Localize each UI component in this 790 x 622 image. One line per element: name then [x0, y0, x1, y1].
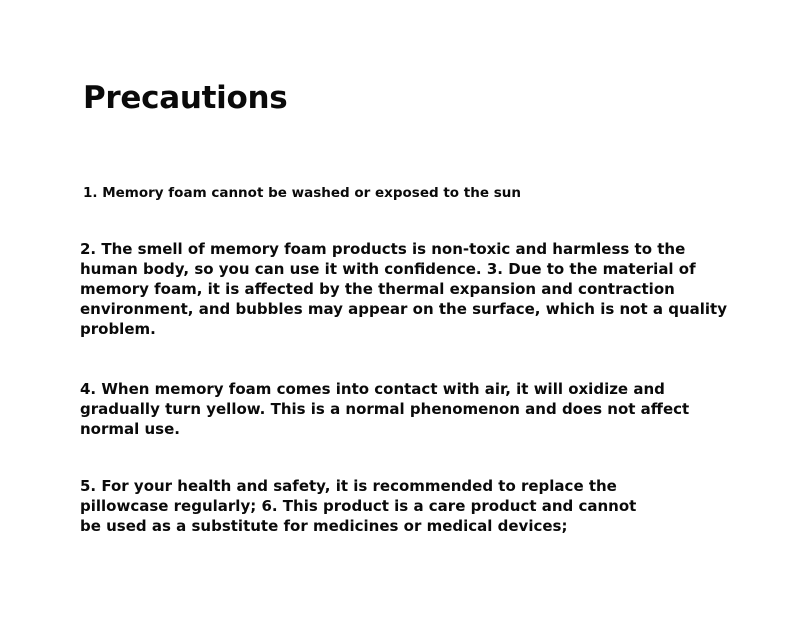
- text-line: 1. Memory foam cannot be washed or exposed to the sun: [83, 185, 521, 201]
- precaution-item-2-3: [80, 239, 727, 339]
- text-line: 2. The smell of memory foam products is non-toxic and harmless to the: [80, 240, 686, 258]
- text-line: human body, so you can use it with confidence. 3. Due to the material of: [80, 260, 696, 278]
- page-title: Precautions: [83, 80, 288, 116]
- text-line: 4. When memory foam comes into contact with air, it will oxidize and: [80, 380, 665, 398]
- precaution-item-4: [80, 379, 689, 439]
- text-line: gradually turn yellow. This is a normal phenomenon and does not affect: [80, 400, 690, 418]
- text-line: memory foam, it is affected by the thermal expansion and contraction: [80, 280, 675, 298]
- precaution-item-1: [83, 183, 521, 203]
- text-line: 5. For your health and safety, it is recommended to replace the: [80, 477, 617, 495]
- text-line: be used as a substitute for medicines or medical devices;: [80, 517, 568, 535]
- text-line: pillowcase regularly; 6. This product is a care product and cannot: [80, 497, 637, 515]
- text-line: normal use.: [80, 420, 180, 438]
- text-line: environment, and bubbles may appear on the surface, which is not a quality: [80, 300, 727, 318]
- text-line: problem.: [80, 320, 156, 338]
- precaution-item-5-6: [80, 476, 636, 536]
